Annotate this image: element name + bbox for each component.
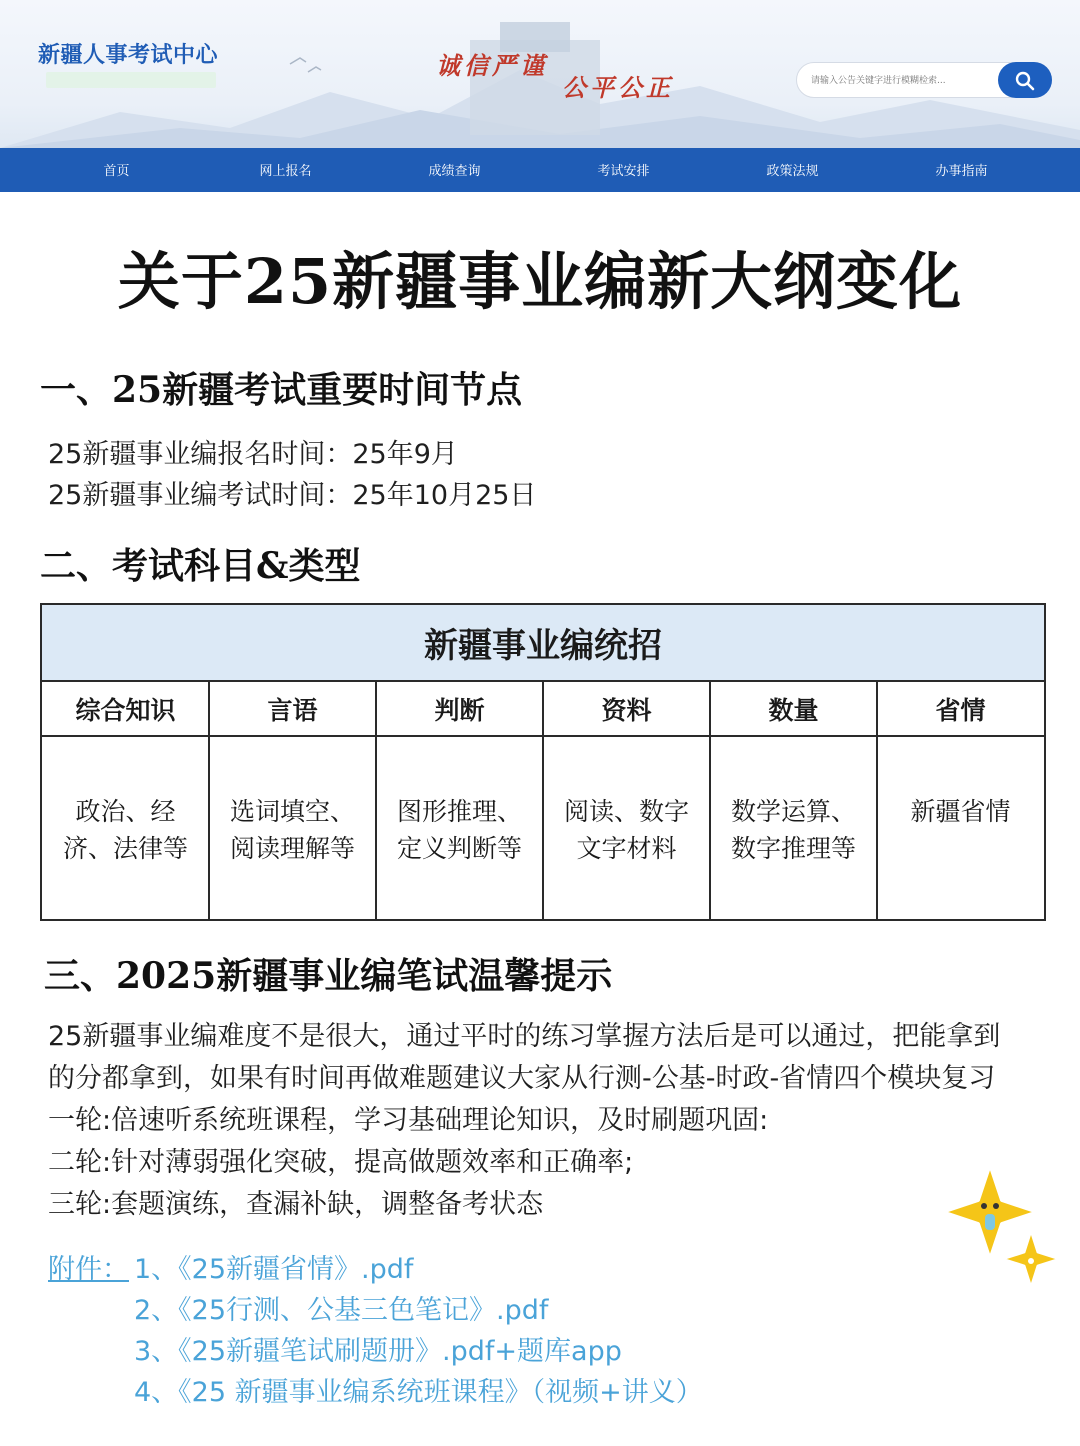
nav-item-policies[interactable]: 政策法规 — [766, 164, 819, 179]
nav-item-home[interactable]: 首页 — [103, 164, 130, 179]
attachment-link-province-info[interactable]: 1、《25新疆省情》.pdf — [134, 1254, 414, 1285]
main-nav — [0, 148, 1080, 192]
nav-item-service-guide[interactable]: 办事指南 — [935, 164, 988, 179]
table-cell-line: 政治、经 — [75, 797, 176, 826]
table-header-verbal: 言语 — [209, 682, 376, 737]
table-divider — [709, 682, 711, 919]
attachments-label: 附件： — [48, 1254, 129, 1285]
table-cell-line: 阅读理解等 — [229, 834, 355, 863]
table-cell-line: 阅读、数字 — [563, 797, 689, 826]
tips-paragraph-line: 25新疆事业编难度不是很大，通过平时的练习掌握方法后是可以通过，把能拿到 — [48, 1021, 1001, 1052]
section-heading-tips: 三、2025新疆事业编笔试温馨提示 — [44, 955, 613, 997]
attachment-link-notes[interactable]: 2、《25行测、公基三色笔记》.pdf — [134, 1295, 549, 1326]
tips-round-1: 一轮:倍速听系统班课程，学习基础理论知识，及时刷题巩固: — [48, 1105, 769, 1136]
table-cell — [877, 737, 1044, 919]
nav-item-score-inquiry[interactable]: 成绩查询 — [428, 164, 481, 179]
table-cell-line: 文字材料 — [576, 834, 677, 863]
table-divider — [375, 682, 377, 919]
sparkle-small-star-icon — [1000, 1228, 1062, 1290]
table-caption: 新疆事业编统招 — [42, 605, 1044, 682]
slogan-fairness: 公平公正 — [562, 73, 674, 102]
table-cell-line: 新疆省情 — [910, 797, 1011, 826]
table-cell-line: 定义判断等 — [396, 834, 522, 863]
exam-subjects-table — [40, 603, 1046, 921]
table-cell-line: 济、法律等 — [62, 834, 188, 863]
exam-time-line: 25新疆事业编考试时间：25年10月25日 — [48, 480, 537, 511]
table-cell — [42, 737, 209, 919]
nav-item-exam-schedule[interactable]: 考试安排 — [597, 164, 650, 179]
nav-item-online-registration[interactable]: 网上报名 — [259, 164, 312, 179]
site-header-banner — [0, 0, 1080, 148]
registration-time-line: 25新疆事业编报名时间：25年9月 — [48, 439, 458, 470]
table-header-data-analysis: 资料 — [543, 682, 710, 737]
attachment-link-question-book[interactable]: 3、《25新疆笔试刷题册》.pdf+题库app — [134, 1336, 622, 1367]
site-name[interactable]: 新疆人事考试中心 — [38, 43, 219, 68]
table-cell-line: 数字推理等 — [730, 834, 856, 863]
table-cell — [376, 737, 543, 919]
site-name-decoration — [46, 72, 216, 88]
section-heading-subjects: 二、考试科目&类型 — [40, 545, 361, 587]
table-header-quantity: 数量 — [710, 682, 877, 737]
table-cell-line: 图形推理、 — [396, 797, 522, 826]
tips-round-3: 三轮:套题演练，查漏补缺，调整备考状态 — [48, 1189, 544, 1220]
search-button[interactable] — [998, 62, 1052, 98]
tips-round-2: 二轮:针对薄弱强化突破，提高做题效率和正确率; — [48, 1147, 634, 1178]
attachment-link-course[interactable]: 4、《25 新疆事业编系统班课程》（视频+讲义） — [134, 1377, 703, 1408]
table-divider — [876, 682, 878, 919]
article-title: 关于25新疆事业编新大纲变化 — [117, 245, 963, 318]
search-input[interactable] — [809, 63, 995, 99]
table-divider — [542, 682, 544, 919]
slogan-integrity: 诚信严谨 — [436, 51, 548, 80]
table-cell — [710, 737, 877, 919]
tips-paragraph-line: 的分都拿到，如果有时间再做难题建议大家从行测-公基-时政-省情四个模块复习 — [48, 1063, 996, 1094]
table-header-judgment: 判断 — [376, 682, 543, 737]
table-divider — [208, 682, 210, 919]
table-header-province-info: 省情 — [877, 682, 1044, 737]
table-header-general-knowledge: 综合知识 — [42, 682, 209, 737]
table-cell — [209, 737, 376, 919]
table-cell — [543, 737, 710, 919]
table-cell-line: 选词填空、 — [229, 797, 355, 826]
section-heading-timeline: 一、25新疆考试重要时间节点 — [40, 369, 523, 411]
search-icon — [1015, 71, 1035, 91]
search-box — [796, 62, 1052, 98]
table-cell-line: 数学运算、 — [730, 797, 856, 826]
